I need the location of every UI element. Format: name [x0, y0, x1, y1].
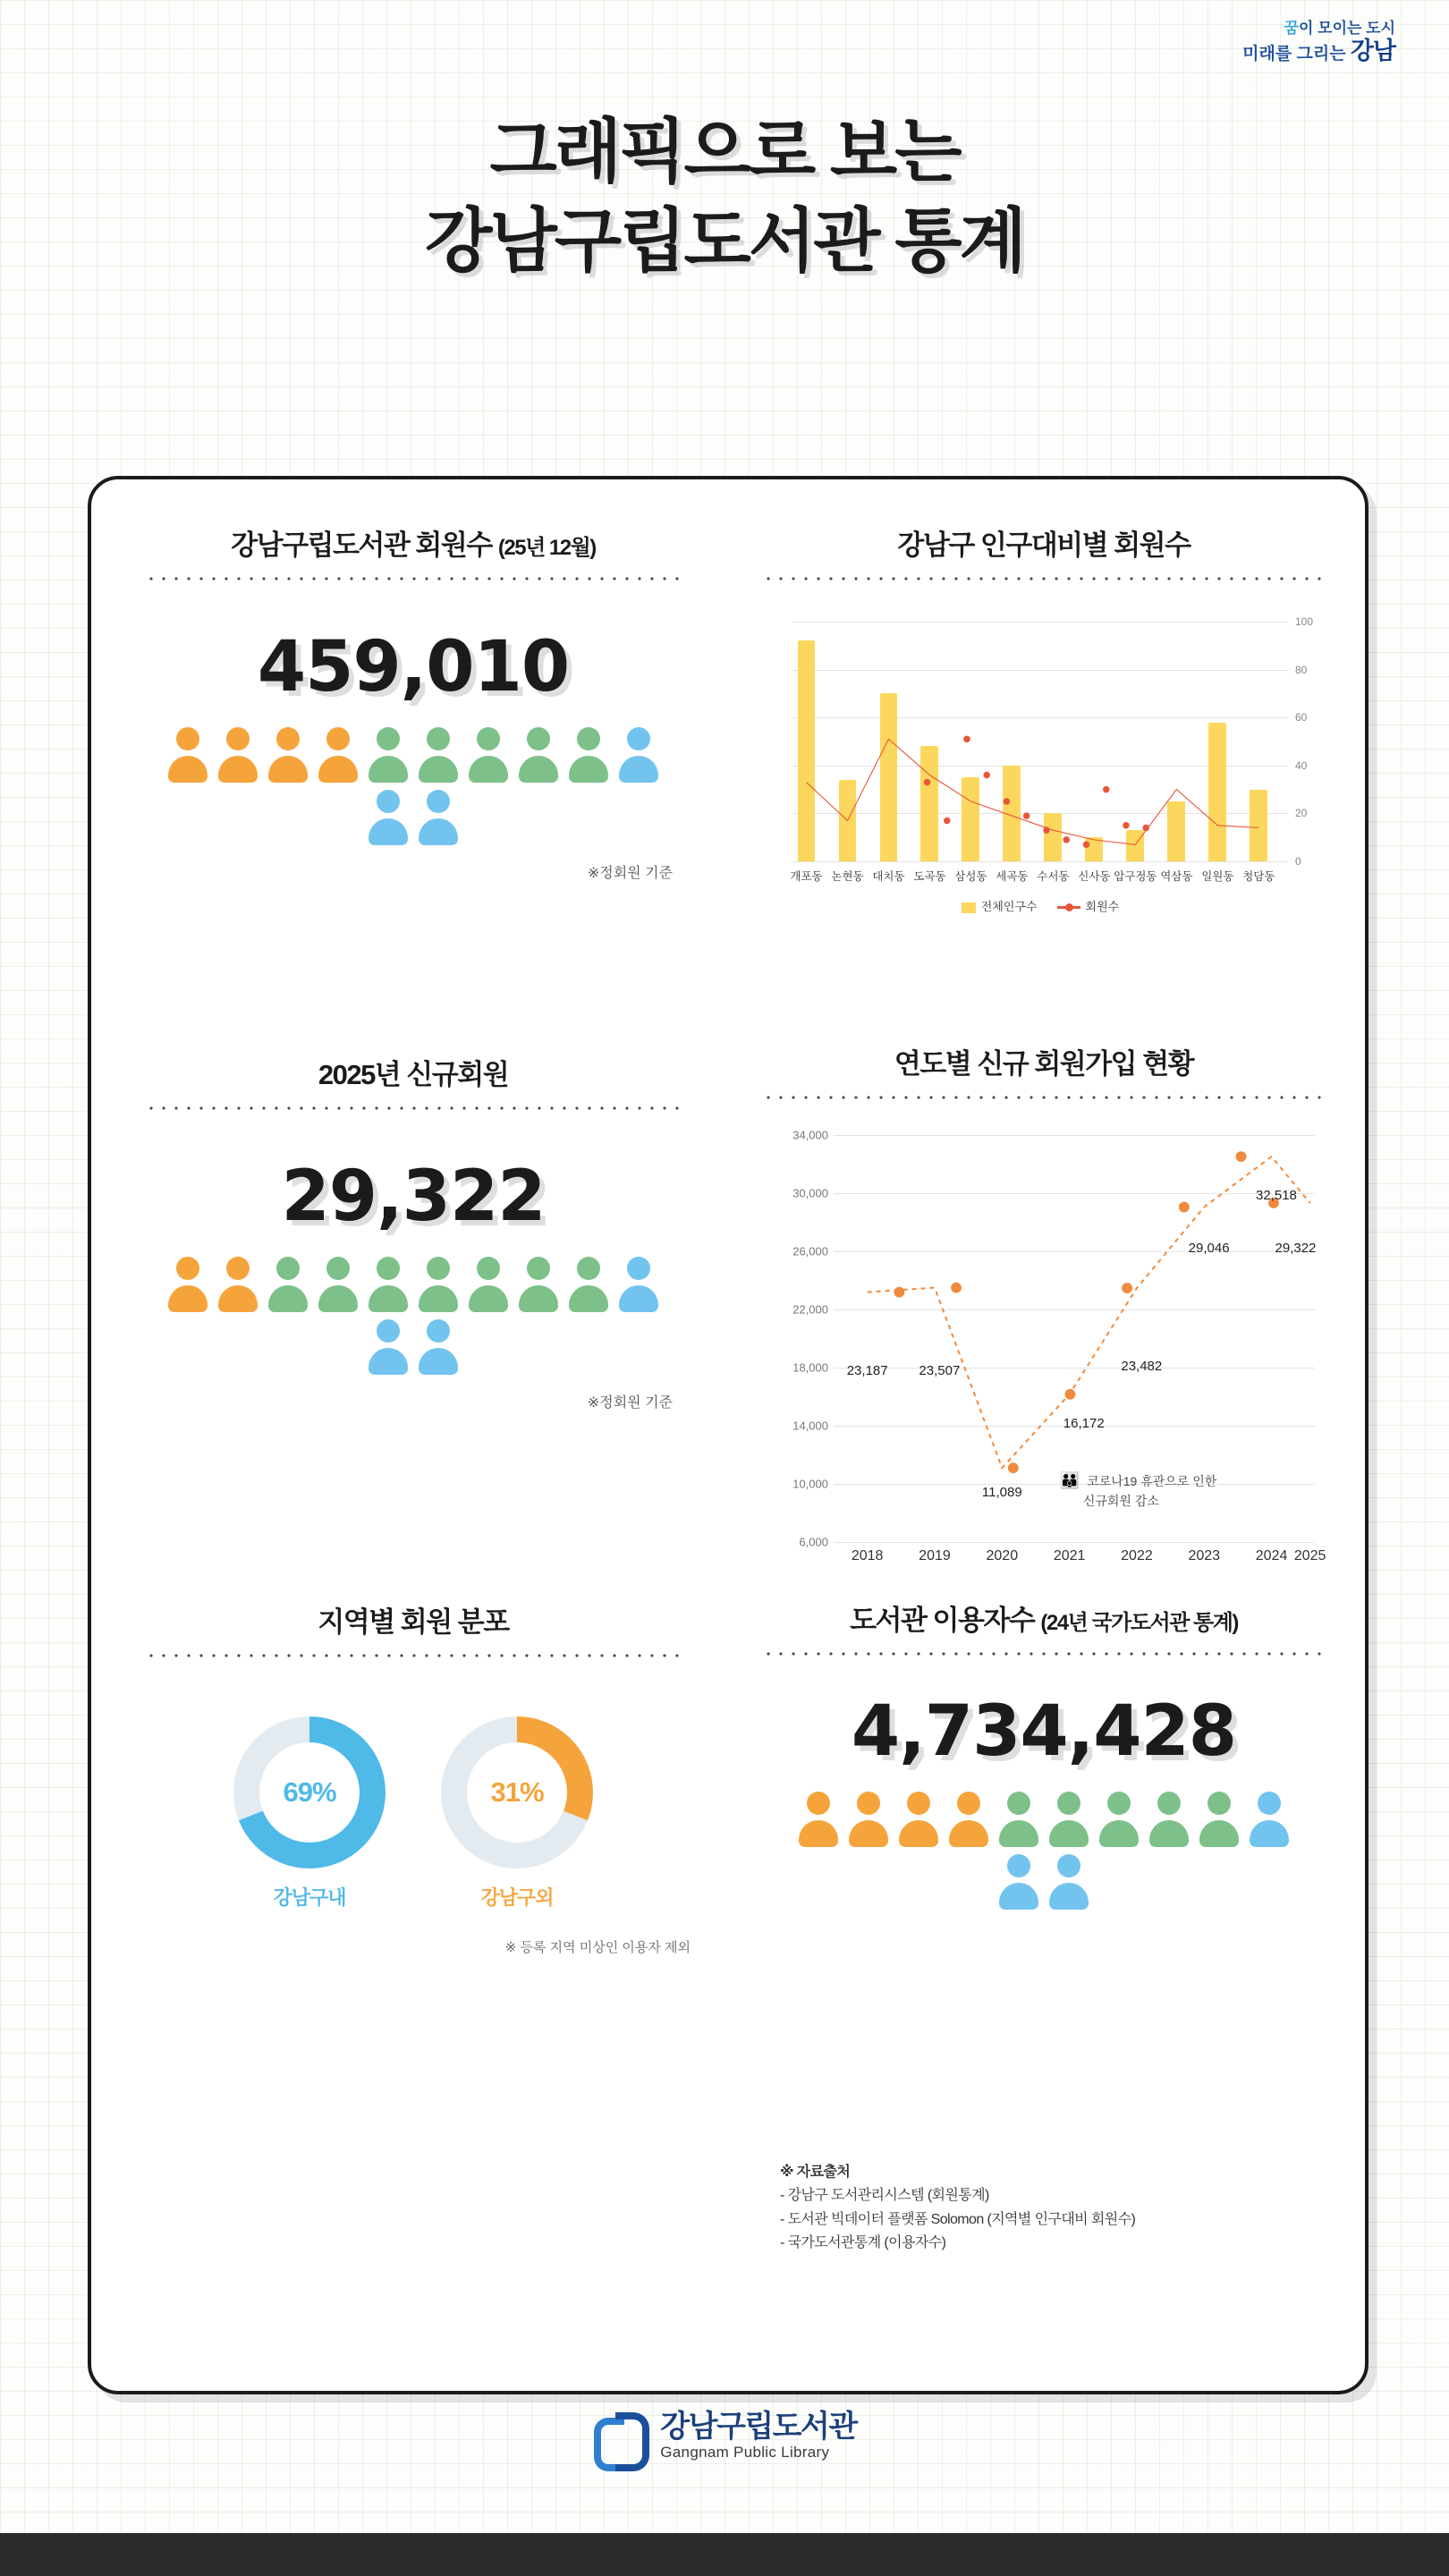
brand-line2-accent: 강남 [1350, 37, 1395, 64]
usage-count: 4,734,428 [851, 1691, 1237, 1772]
members-icon-grid [163, 727, 664, 845]
person-icon [468, 1257, 509, 1312]
person-icon [418, 790, 459, 845]
panel-members-title-sub: (25년 12월) [497, 536, 596, 560]
ytick: 26,000 [792, 1244, 828, 1258]
footer-bar [0, 2533, 1449, 2576]
xlabel: 수서동 [1037, 870, 1070, 883]
donut-inside-value: 69% [259, 1742, 360, 1843]
ytick: 18,000 [792, 1360, 828, 1375]
brand-line1-accent: 꿈 [1284, 20, 1300, 37]
legend-item-members: 회원수 [1057, 897, 1120, 914]
person-icon [368, 1257, 409, 1312]
person-icon [217, 727, 258, 783]
person-icon [1098, 1792, 1140, 1847]
person-icon [468, 727, 509, 783]
person-icon [217, 1257, 258, 1312]
person-icon [848, 1792, 889, 1847]
panel-region [136, 1599, 691, 1956]
population-y-axis: 100 80 60 40 20 0 [1295, 615, 1314, 868]
ytick: 14,000 [792, 1419, 828, 1433]
donut-outside-label: 강남구외 [480, 1886, 554, 1909]
panel-region-title: 지역별 회원 분포 [318, 1606, 509, 1638]
panel-usage-title-sub: (24년 국가도서관 통계) [1040, 1611, 1238, 1635]
person-icon [167, 1257, 208, 1312]
xlabel: 2022 [1121, 1548, 1153, 1563]
population-chart [753, 615, 1335, 926]
person-icon [1249, 1792, 1290, 1847]
panel-new-members [136, 1052, 691, 1411]
xlabel: 신사동 [1078, 870, 1111, 883]
person-icon [318, 727, 359, 783]
new-members-icon-grid [163, 1257, 664, 1375]
xlabel: 2025 [1293, 1548, 1326, 1563]
person-icon [318, 1257, 359, 1312]
people-icon: 👪 [1059, 1471, 1080, 1490]
person-icon [518, 1257, 559, 1312]
source-item: - 국가도서관통계 (이용자수) [780, 2235, 946, 2251]
donut-inside [233, 1716, 386, 1868]
xlabel: 2018 [851, 1548, 884, 1563]
ytick: 30,000 [792, 1186, 828, 1200]
person-icon [167, 727, 208, 783]
panel-usage-title-text: 도서관 이용자수 [850, 1605, 1035, 1636]
person-icon [998, 1792, 1039, 1847]
person-icon [568, 727, 609, 783]
population-plot-area [790, 615, 1314, 883]
usage-icon-grid [793, 1792, 1294, 1910]
person-icon [518, 727, 559, 783]
data-label: 29,322 [1275, 1241, 1317, 1257]
xlabel: 역삼동 [1160, 870, 1193, 883]
person-icon [418, 1257, 459, 1312]
xlabel: 2019 [919, 1548, 951, 1563]
person-icon [267, 1257, 309, 1312]
ytick: 6,000 [799, 1535, 828, 1549]
person-icon [368, 727, 409, 783]
data-label: 23,187 [846, 1362, 888, 1378]
xlabel: 2021 [1053, 1548, 1086, 1563]
members-count: 459,010 [257, 627, 570, 708]
data-label: 32,518 [1256, 1188, 1297, 1204]
panel-usage-title [753, 1597, 1335, 1638]
panel-population [753, 522, 1335, 926]
library-name-en: Gangnam Public Library [660, 2443, 830, 2461]
xlabel: 2024 [1255, 1548, 1288, 1563]
ytick: 34,000 [792, 1128, 828, 1142]
brand-line1-rest: 이 모이는 도시 [1299, 20, 1395, 37]
person-icon [568, 1257, 609, 1312]
library-logo [0, 2409, 1449, 2469]
data-label: 23,507 [919, 1362, 961, 1378]
infographic-card [88, 476, 1368, 2394]
person-icon [1048, 1854, 1089, 1910]
panel-population-title: 강남구 인구대비별 회원수 [897, 530, 1191, 561]
divider-dots [762, 1096, 1326, 1099]
hero-line-2: 강남구립도서관 통계 [425, 200, 1024, 280]
person-icon [368, 1319, 409, 1375]
person-icon [898, 1792, 939, 1847]
panel-yearly [753, 1041, 1335, 1636]
xlabel: 2023 [1188, 1548, 1221, 1563]
ytick: 10,000 [792, 1477, 828, 1491]
divider-dots [145, 1106, 682, 1110]
xlabel: 일원동 [1201, 870, 1234, 883]
left-column [91, 479, 735, 2391]
xlabel: 도곡동 [913, 870, 946, 883]
library-logo-icon [592, 2409, 648, 2464]
library-name-ko: 강남구립도서관 [660, 2410, 857, 2445]
new-members-note: ※정회원 기준 [587, 1395, 673, 1411]
data-label: 29,046 [1188, 1241, 1230, 1257]
donut-outside-value: 31% [467, 1742, 567, 1843]
yearly-chart [753, 1128, 1335, 1636]
xlabel: 대치동 [872, 870, 905, 883]
panel-members [136, 522, 691, 882]
covid-annotation-line2: 신규회원 감소 [1082, 1494, 1159, 1509]
person-icon [368, 790, 409, 845]
person-icon [798, 1792, 839, 1847]
xlabel: 세곡동 [996, 870, 1029, 883]
source-item: - 강남구 도서관리시스템 (회원통계) [780, 2188, 989, 2204]
xlabel: 청담동 [1242, 870, 1275, 883]
donut-outside [441, 1716, 593, 1868]
page-title [0, 107, 1449, 286]
members-note: ※정회원 기준 [587, 866, 673, 881]
panel-members-title [136, 522, 691, 563]
brand-line2-rest: 미래를 그리는 [1242, 44, 1351, 64]
xlabel: 압구정동 [1114, 870, 1157, 883]
donut-outside-group [441, 1716, 593, 1911]
covid-annotation-line1: 코로나19 휴관으로 인한 [1087, 1474, 1217, 1489]
right-column [735, 479, 1365, 2391]
panel-usage [753, 1597, 1335, 1910]
region-donuts [136, 1716, 691, 1911]
legend-item-population: 전체인구수 [962, 897, 1038, 914]
population-legend [792, 897, 1288, 914]
person-icon [618, 727, 659, 783]
gangnam-brand-mark [1242, 20, 1395, 65]
ytick: 22,000 [792, 1302, 828, 1317]
xlabel: 논현동 [831, 870, 864, 883]
data-label: 11,089 [981, 1485, 1022, 1501]
xlabel: 개포동 [790, 870, 823, 883]
panel-members-title-text: 강남구립도서관 회원수 [231, 530, 492, 561]
data-label: 23,482 [1121, 1359, 1163, 1375]
yearly-plot-area [792, 1128, 1326, 1563]
panel-yearly-title: 연도별 신규 회원가입 현황 [894, 1048, 1194, 1080]
divider-dots [145, 577, 682, 580]
members-line-points [792, 622, 1288, 861]
data-label: 16,172 [1063, 1415, 1105, 1431]
person-icon [618, 1257, 659, 1312]
covid-annotation [1060, 1469, 1216, 1510]
new-members-count: 29,322 [281, 1157, 546, 1237]
sources-block [780, 2161, 1335, 2256]
donut-inside-label: 강남구내 [273, 1886, 346, 1909]
donut-inside-group [233, 1716, 386, 1911]
source-item: - 도서관 빅데이터 플랫폼 Solomon (지역별 인구대비 회원수) [780, 2211, 1136, 2227]
person-icon [998, 1854, 1039, 1910]
person-icon [1048, 1792, 1089, 1847]
person-icon [418, 1319, 459, 1375]
xlabel: 삼성동 [954, 870, 987, 883]
person-icon [1148, 1792, 1190, 1847]
person-icon [948, 1792, 989, 1847]
divider-dots [145, 1654, 682, 1657]
xlabel: 2020 [986, 1548, 1019, 1563]
sources-heading: ※ 자료출처 [780, 2165, 851, 2180]
person-icon [418, 727, 459, 783]
divider-dots [762, 1652, 1326, 1656]
hero-line-1: 그래픽으로 보는 [489, 112, 960, 191]
region-note: ※ 등록 지역 미상인 이용자 제외 [504, 1940, 691, 1955]
person-icon [267, 727, 309, 783]
divider-dots [762, 577, 1326, 580]
person-icon [1199, 1792, 1240, 1847]
panel-new-members-title: 2025년 신규회원 [318, 1059, 509, 1090]
